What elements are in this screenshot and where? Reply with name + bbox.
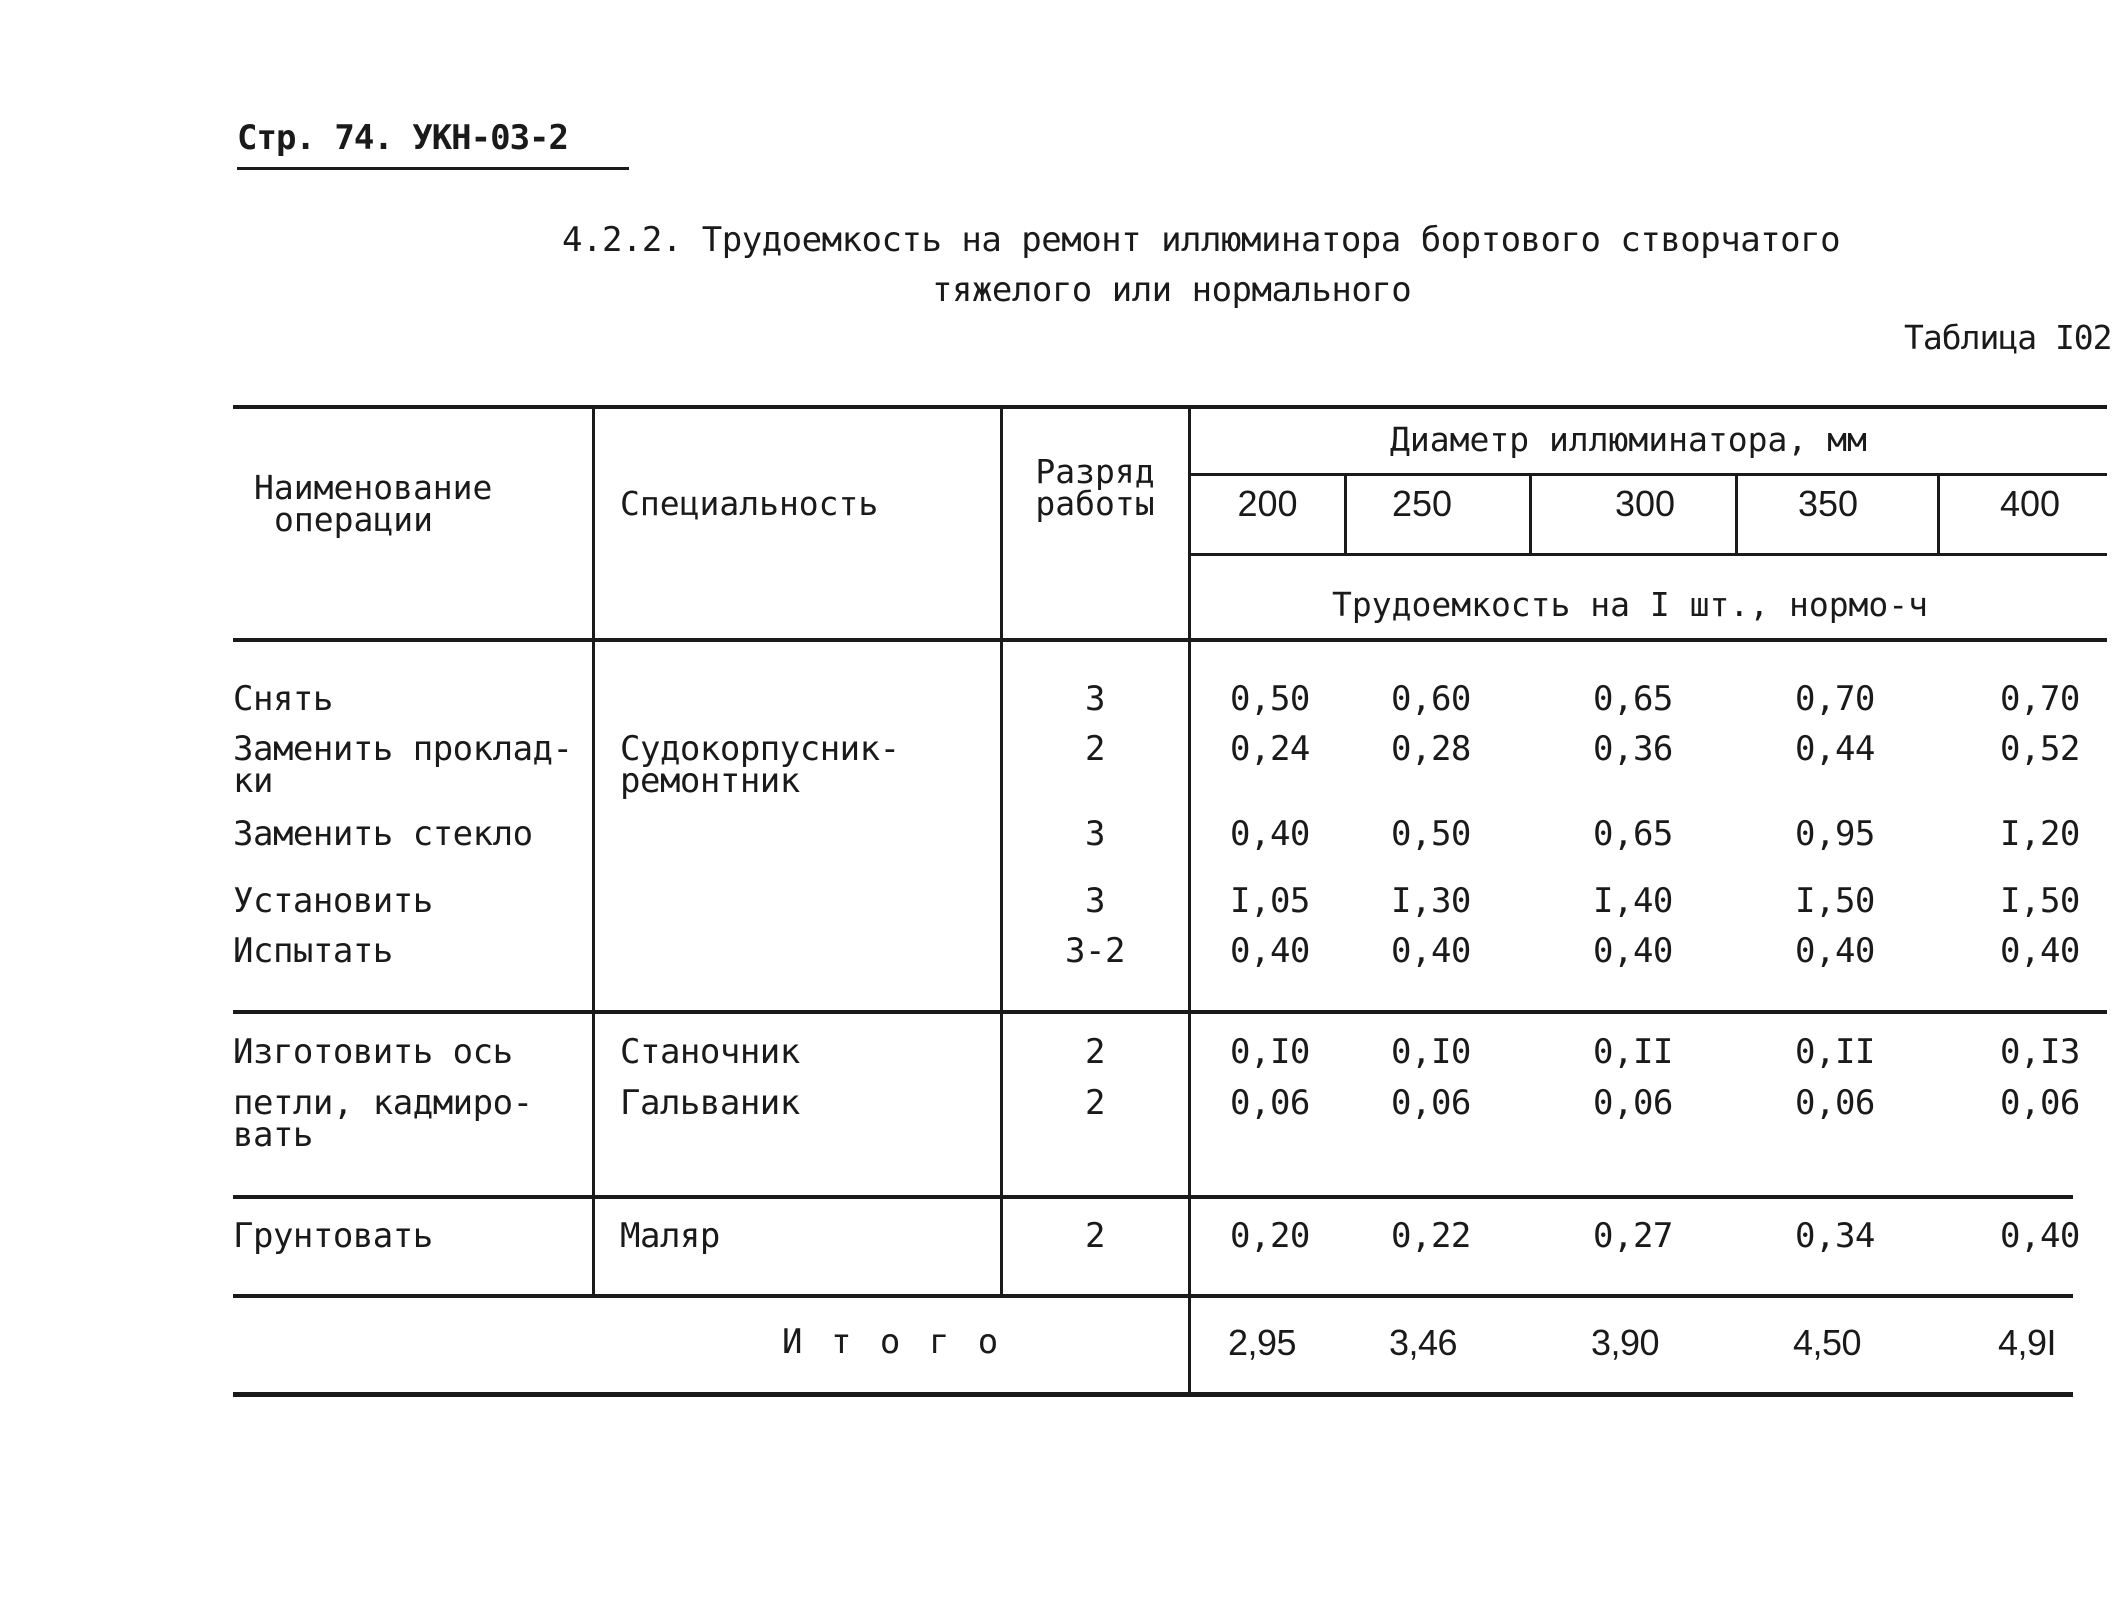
group-2-bottom-rule: [233, 1195, 2073, 1199]
row-6-value-300: 0,II: [1593, 1032, 1673, 1072]
total-value-350: 4,50: [1793, 1322, 1862, 1363]
row-1-value-200: 0,50: [1230, 679, 1310, 719]
row-3-value-300: 0,65: [1593, 814, 1673, 854]
row-5-value-250: 0,40: [1391, 931, 1471, 971]
row-5-value-300: 0,40: [1593, 931, 1673, 971]
header-grade-line-1: Разряд: [1035, 452, 1155, 491]
group-1-bottom-rule: [233, 1010, 2107, 1014]
total-value-400: 4,9I: [1998, 1322, 2057, 1363]
row-7-value-200: 0,06: [1230, 1083, 1310, 1123]
row-8-value-200: 0,20: [1230, 1216, 1310, 1256]
row-7-value-350: 0,06: [1795, 1083, 1875, 1123]
row-8-operation: Грунтовать: [233, 1216, 433, 1256]
row-1-value-300: 0,65: [1593, 679, 1673, 719]
row-2-value-200: 0,24: [1230, 729, 1310, 769]
col-rule-values: [1188, 405, 1191, 1394]
row-3-value-400: I,20: [2000, 814, 2080, 854]
header-diameter-300: 300: [1614, 483, 1676, 524]
row-2-value-300: 0,36: [1593, 729, 1673, 769]
row-7-value-250: 0,06: [1391, 1083, 1471, 1123]
row-7-value-300: 0,06: [1593, 1083, 1673, 1123]
row-1-operation: Снять: [233, 679, 333, 719]
col-rule-300: [1529, 473, 1532, 555]
row-3-grade: 3: [1085, 814, 1105, 854]
header-bottom-rule: [233, 638, 2107, 642]
row-5-value-200: 0,40: [1230, 931, 1310, 971]
row-7-value-400: 0,06: [2000, 1083, 2080, 1123]
row-2-value-250: 0,28: [1391, 729, 1471, 769]
header-operation-line-2: операции: [274, 500, 433, 539]
row-1-value-250: 0,60: [1391, 679, 1471, 719]
row-2-value-350: 0,44: [1795, 729, 1875, 769]
row-2-value-400: 0,52: [2000, 729, 2080, 769]
row-8-value-300: 0,27: [1593, 1216, 1673, 1256]
row-5-operation: Испытать: [233, 931, 393, 971]
header-diameter-400: 400: [1999, 483, 2061, 524]
header-operation: [254, 468, 493, 539]
row-7-specialty: Гальваник: [620, 1083, 800, 1123]
total-label: И т о г о: [782, 1322, 1003, 1362]
header-specialty: Специальность: [620, 484, 879, 523]
row-2-specialty-line-1: Судокорпусник-: [620, 729, 900, 769]
header-grade-line-2: работы: [1035, 484, 1155, 523]
row-5-grade: 3-2: [1065, 931, 1125, 971]
row-3-operation: Заменить стекло: [233, 814, 533, 854]
header-diameter-350: 350: [1797, 483, 1859, 524]
header-diameter-250: 250: [1391, 483, 1453, 524]
page-header: Стр. 74. УКН-03-2: [237, 118, 568, 158]
row-6-operation: Изготовить ось: [233, 1032, 513, 1072]
row-8-value-400: 0,40: [2000, 1216, 2080, 1256]
total-value-300: 3,90: [1591, 1322, 1660, 1363]
row-6-value-350: 0,II: [1795, 1032, 1875, 1072]
header-grade: [1002, 452, 1188, 523]
table-caption: Таблица I02: [1904, 318, 2112, 357]
row-1-value-350: 0,70: [1795, 679, 1875, 719]
row-6-specialty: Станочник: [620, 1032, 800, 1072]
row-8-value-350: 0,34: [1795, 1216, 1875, 1256]
row-3-value-250: 0,50: [1391, 814, 1471, 854]
row-4-value-200: I,05: [1230, 881, 1310, 921]
row-2-operation-line-2: ки: [233, 761, 273, 801]
row-2-specialty-line-2: ремонтник: [620, 761, 800, 801]
row-2-operation-line-1: Заменить проклад-: [233, 729, 573, 769]
table-top-rule: [233, 405, 2107, 409]
row-4-value-350: I,50: [1795, 881, 1875, 921]
row-8-grade: 2: [1085, 1216, 1105, 1256]
row-6-value-400: 0,I3: [2000, 1032, 2080, 1072]
title-line-2: тяжелого или нормального: [932, 270, 1412, 310]
diameter-values-rule: [1190, 553, 2107, 556]
header-labor-unit: Трудоемкость на I шт., нормо-ч: [1332, 585, 1929, 624]
row-2-grade: 2: [1085, 729, 1105, 769]
row-7-operation-line-1: петли, кадмиро-: [233, 1083, 533, 1123]
header-diameter-group: Диаметр иллюминатора, мм: [1390, 420, 1867, 459]
page-header-underline: [237, 167, 629, 170]
row-4-value-300: I,40: [1593, 881, 1673, 921]
total-value-250: 3,46: [1389, 1322, 1458, 1363]
header-operation-line-1: Наименование: [254, 468, 493, 507]
table-bottom-rule: [233, 1392, 2073, 1397]
row-6-value-250: 0,I0: [1391, 1032, 1471, 1072]
row-4-value-400: I,50: [2000, 881, 2080, 921]
diameter-group-rule: [1190, 473, 2107, 476]
group-3-bottom-rule: [233, 1294, 2073, 1298]
total-value-200: 2,95: [1228, 1322, 1297, 1363]
header-diameter-200: 200: [1237, 483, 1298, 524]
row-4-value-250: I,30: [1391, 881, 1471, 921]
row-4-grade: 3: [1085, 881, 1105, 921]
row-3-value-350: 0,95: [1795, 814, 1875, 854]
row-6-value-200: 0,I0: [1230, 1032, 1310, 1072]
row-1-grade: 3: [1085, 679, 1105, 719]
row-7-operation-line-2: вать: [233, 1115, 313, 1155]
row-8-value-250: 0,22: [1391, 1216, 1471, 1256]
row-6-grade: 2: [1085, 1032, 1105, 1072]
row-4-operation: Установить: [233, 881, 433, 921]
row-5-value-350: 0,40: [1795, 931, 1875, 971]
row-8-specialty: Маляр: [620, 1216, 720, 1256]
row-5-value-400: 0,40: [2000, 931, 2080, 971]
row-3-value-200: 0,40: [1230, 814, 1310, 854]
row-7-grade: 2: [1085, 1083, 1105, 1123]
row-1-value-400: 0,70: [2000, 679, 2080, 719]
col-rule-specialty: [592, 405, 595, 1294]
title-line-1: 4.2.2. Трудоемкость на ремонт иллюминатора бортового створчатого: [562, 220, 1841, 260]
